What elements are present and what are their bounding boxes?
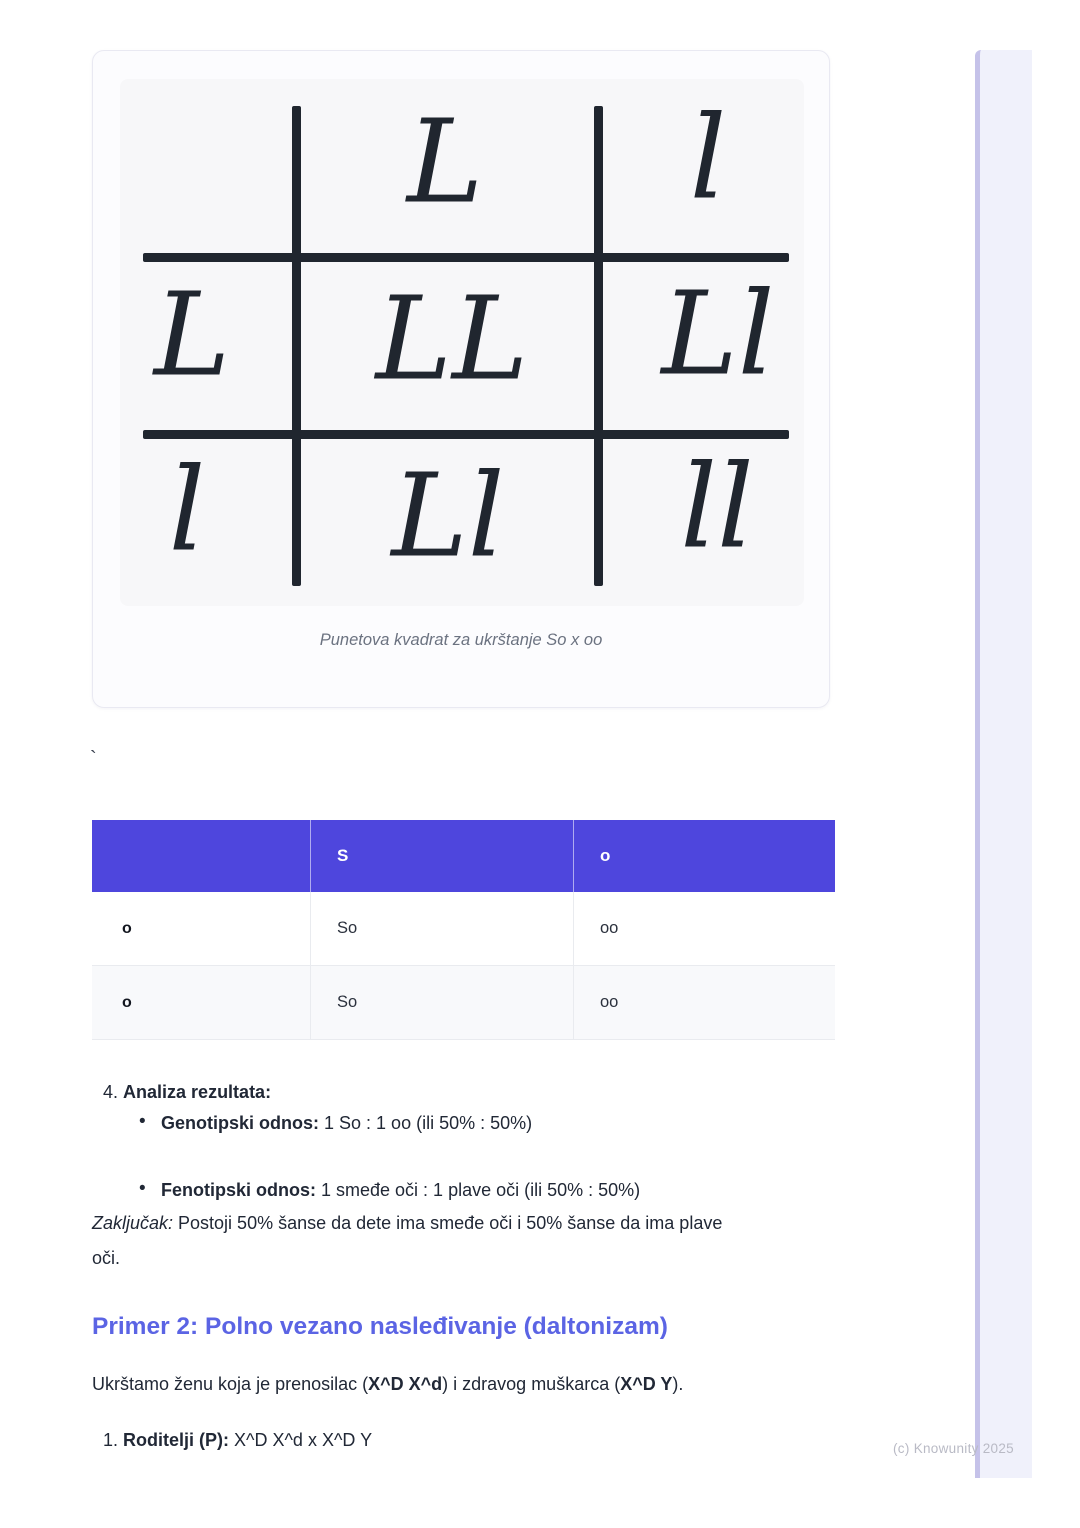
genotype-value: 1 So : 1 oo (ili 50% : 50%) <box>319 1113 533 1133</box>
table-header-empty <box>92 820 311 892</box>
watermark: (c) Knowunity 2025 <box>893 1441 1014 1456</box>
conclusion-paragraph <box>92 1206 737 1276</box>
punnett-square-image <box>120 79 804 606</box>
bullet-icon: • <box>139 1178 146 1199</box>
intro-text-1: Ukrštamo ženu koja je prenosilac ( <box>92 1374 369 1394</box>
genotype-label: Genotipski odnos: <box>161 1113 320 1133</box>
table-row1-label: o <box>92 892 311 966</box>
gamete-table <box>92 820 835 1040</box>
punnett-col-header-1: L <box>406 95 484 230</box>
bullet-icon: • <box>139 1111 146 1132</box>
stray-backtick: ` <box>90 748 97 770</box>
punnett-grid-line-vertical-2 <box>594 106 603 586</box>
punnett-row-header-2: l <box>168 443 206 578</box>
figure-card <box>92 50 830 708</box>
table-row1-cell-oo: oo <box>574 892 835 966</box>
punnett-cell-Ll-top: Ll <box>661 267 775 402</box>
parents-number: 1. <box>103 1430 119 1450</box>
punnett-col-header-2: l <box>689 91 727 226</box>
intro-paragraph <box>92 1374 837 1395</box>
parents-value: X^D X^d x X^D Y <box>229 1430 373 1450</box>
next-page-edge <box>975 50 1032 1478</box>
analysis-number: 4. <box>103 1082 119 1102</box>
table-header-o: o <box>574 820 835 892</box>
phenotype-label: Fenotipski odnos: <box>161 1180 316 1200</box>
punnett-grid-line-horizontal-2 <box>143 430 789 439</box>
analysis-title: Analiza rezultata: <box>123 1082 272 1102</box>
genotype-bold-1: X^D X^d <box>368 1374 443 1394</box>
punnett-cell-ll: ll <box>680 440 754 575</box>
intro-text-3: ). <box>672 1374 684 1394</box>
table-header-S: S <box>311 820 574 892</box>
table-row1-cell-So: So <box>311 892 574 966</box>
punnett-row-header-1: L <box>153 268 231 403</box>
bullet-genotype <box>92 1112 837 1135</box>
table-row2-cell-oo: oo <box>574 966 835 1040</box>
punnett-cell-LL: LL <box>375 272 529 407</box>
punnett-grid-line-horizontal-1 <box>143 253 789 262</box>
conclusion-label: Zaključak: <box>92 1213 174 1233</box>
figure-caption: Punetova kvadrat za ukrštanje So x oo <box>319 631 603 649</box>
analysis-item <box>92 1081 837 1104</box>
genotype-bold-2: X^D Y <box>620 1374 673 1394</box>
punnett-cell-Ll-bottom: Ll <box>391 449 505 584</box>
intro-text-2: ) i zdravog muškarca ( <box>442 1374 621 1394</box>
bullet-phenotype <box>92 1179 837 1202</box>
parents-label: Roditelji (P): <box>123 1430 230 1450</box>
table-row2-cell-So: So <box>311 966 574 1040</box>
section-heading: Primer 2: Polno vezano nasleđivanje (daltonizam) <box>92 1313 668 1340</box>
conclusion-text: Postoji 50% šanse da dete ima smeđe oči i 50% šanse da ima plave oči. <box>92 1213 723 1268</box>
table-row2-label: o <box>92 966 311 1040</box>
punnett-grid-line-vertical-1 <box>292 106 301 586</box>
parents-item <box>92 1429 837 1452</box>
phenotype-value: 1 smeđe oči : 1 plave oči (ili 50% : 50%) <box>316 1180 641 1200</box>
